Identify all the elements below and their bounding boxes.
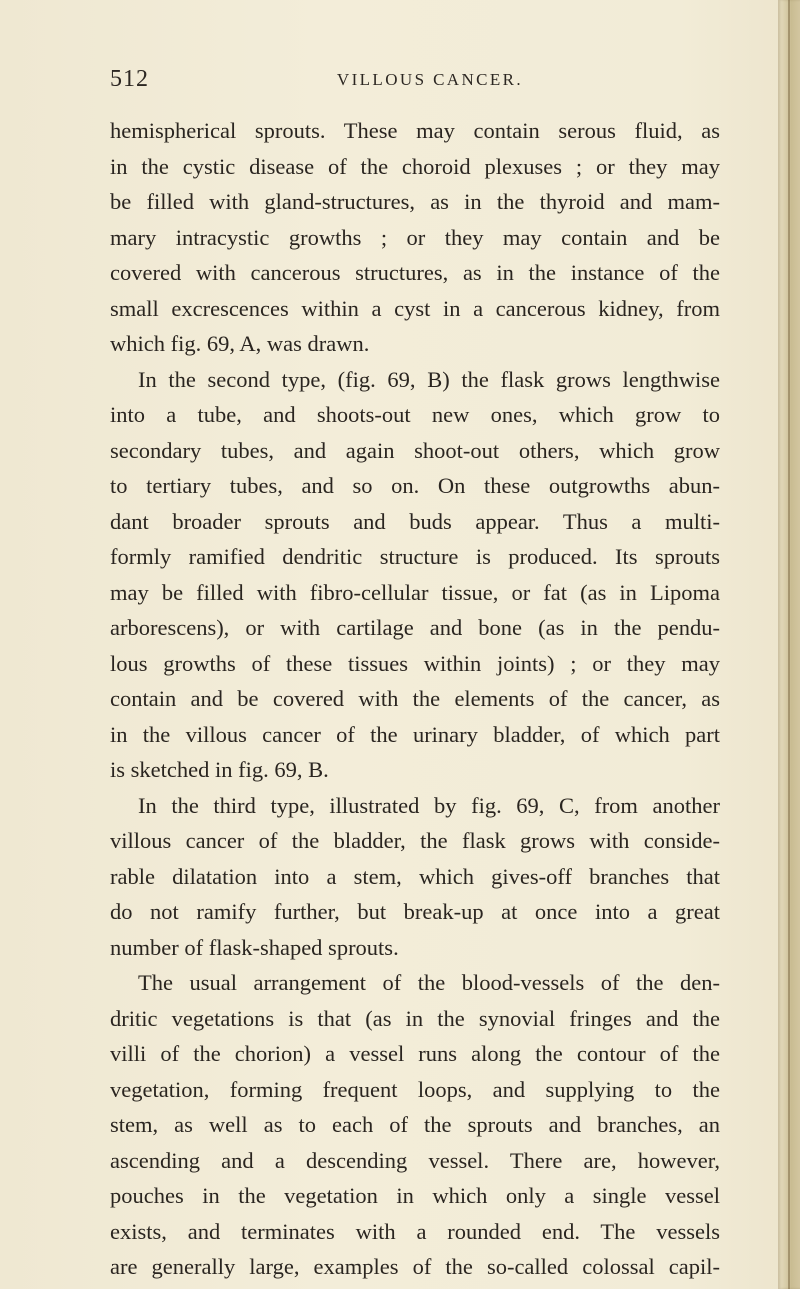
text-line: dritic vegetations is that (as in the synovial fringes and the <box>110 1005 720 1031</box>
text-line: In the third type, illustrated by fig. 69, C, from another <box>138 792 720 818</box>
text-line: may be filled with fibro-cellular tissue, or fat (as in Lipoma <box>110 579 720 605</box>
text-line: number of flask-shaped sprouts. <box>110 934 399 960</box>
text-line: secondary tubes, and again shoot-out others, which grow <box>110 437 720 463</box>
text-line: into a tube, and shoots-out new ones, which grow to <box>110 402 720 427</box>
text-line: pouches in the vegetation in which only a single vessel <box>110 1183 720 1208</box>
text-line: to tertiary tubes, and so on. On these outgrowths abun- <box>110 473 720 498</box>
text-line: in the villous cancer of the urinary bladder, of which part <box>110 721 720 747</box>
running-head <box>110 66 720 96</box>
text-line: do not ramify further, but break-up at once into a great <box>110 899 720 924</box>
text-line: vegetation, forming frequent loops, and supplying to the <box>110 1076 720 1102</box>
page-number: 512 <box>110 66 149 92</box>
text-line: which fig. 69, A, was drawn. <box>110 331 370 356</box>
text-line: formly ramified dendritic structure is produced. Its sprouts <box>110 544 720 569</box>
running-title: VILLOUS CANCER. <box>336 70 524 89</box>
text-line: villi of the chorion) a vessel runs along the contour of the <box>110 1041 720 1066</box>
text-line: small excrescences within a cyst in a cancerous kidney, from <box>110 295 720 321</box>
text-line: villous cancer of the bladder, the flask grows with conside- <box>110 828 720 853</box>
text-line: arborescens), or with cartilage and bone (as in the pendu- <box>110 615 720 640</box>
text-line: dant broader sprouts and buds appear. Thus a multi- <box>110 508 720 534</box>
page-edge-line <box>788 0 790 1289</box>
text-line: covered with cancerous structures, as in the instance of the <box>110 260 720 285</box>
text-line: in the cystic disease of the choroid plexuses ; or they may <box>110 153 720 179</box>
text-line: rable dilatation into a stem, which gives-off branches that <box>110 863 720 889</box>
text-line: mary intracystic growths ; or they may contain and be <box>110 224 720 250</box>
text-line: The usual arrangement of the blood-vessels of the den- <box>138 970 720 995</box>
body-text <box>110 113 720 1285</box>
text-line: exists, and terminates with a rounded end. The vessels <box>110 1218 720 1244</box>
text-line: ascending and a descending vessel. There are, however, <box>110 1147 720 1173</box>
text-line: hemispherical sprouts. These may contain serous fluid, as <box>110 118 720 143</box>
text-line: be filled with gland-structures, as in the thyroid and mam- <box>110 189 720 214</box>
text-line: is sketched in fig. 69, B. <box>110 757 329 782</box>
text-line: In the second type, (fig. 69, B) the flask grows lengthwise <box>138 366 720 392</box>
text-line: lous growths of these tissues within joints) ; or they may <box>110 650 720 676</box>
text-line: are generally large, examples of the so-called colossal capil- <box>110 1254 720 1279</box>
text-line: contain and be covered with the elements of the cancer, as <box>110 686 720 711</box>
text-line: stem, as well as to each of the sprouts and branches, an <box>110 1112 720 1137</box>
